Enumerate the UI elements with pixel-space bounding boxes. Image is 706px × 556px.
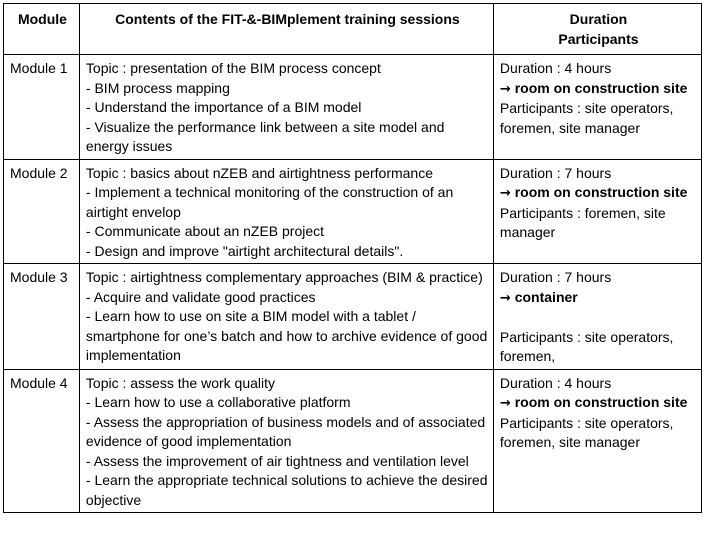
content-item: - Assess the appropriation of business models and of associated evidence of good implementation bbox=[85, 413, 486, 449]
header-contents-label: Contents of the FIT-&-BIMplement training sessions bbox=[115, 11, 460, 27]
content-item: - BIM process mapping bbox=[85, 79, 230, 96]
training-sessions-table bbox=[3, 3, 702, 513]
module-cell bbox=[4, 159, 80, 264]
header-contents bbox=[79, 4, 493, 55]
spacer bbox=[500, 308, 697, 328]
location-text: room on construction site bbox=[514, 184, 688, 200]
location-line bbox=[500, 288, 697, 309]
participants-text: Participants : site operators, foremen, site manager bbox=[499, 100, 674, 136]
content-item: - Design and improve "airtight architectural details". bbox=[85, 242, 404, 259]
module-cell bbox=[4, 55, 80, 160]
participants-text: Participants : site operators, foremen, site manager bbox=[499, 414, 674, 450]
contents-cell bbox=[79, 369, 493, 513]
topic-line: Topic : presentation of the BIM process concept bbox=[85, 60, 381, 76]
duration-text: Duration : 7 hours bbox=[499, 269, 612, 285]
content-item: - Implement a technical monitoring of the construction of an airtight envelop bbox=[85, 184, 454, 220]
content-item: - Learn the appropriate technical solutions to achieve the desired objective bbox=[85, 472, 488, 508]
content-item: - Visualize the performance link between a site model and energy issues bbox=[85, 118, 445, 154]
contents-cell bbox=[79, 55, 493, 160]
header-module-label: Module bbox=[17, 11, 67, 27]
location-line bbox=[500, 393, 697, 414]
content-item: - Understand the importance of a BIM model bbox=[85, 99, 362, 115]
arrow-right-icon: → bbox=[499, 186, 511, 201]
participants-text: Participants : site operators, foremen, bbox=[499, 328, 674, 364]
content-item: - Acquire and validate good practices bbox=[85, 288, 316, 305]
module-label: Module 2 bbox=[10, 164, 68, 181]
location-line bbox=[500, 183, 697, 204]
module-label: Module 4 bbox=[10, 374, 68, 391]
content-item: - Learn how to use on site a BIM model with a tablet / smartphone for one’s batch and how to archive evidence of good implementation bbox=[85, 308, 488, 363]
header-module bbox=[4, 4, 80, 55]
module-cell bbox=[4, 264, 80, 370]
content-item: - Learn how to use a collaborative platform bbox=[85, 394, 351, 410]
duration-cell bbox=[493, 55, 701, 160]
contents-cell bbox=[79, 159, 493, 264]
table-row bbox=[4, 55, 702, 160]
module-label: Module 3 bbox=[10, 269, 68, 285]
content-item: - Communicate about an nZEB project bbox=[85, 223, 325, 239]
location-text: container bbox=[514, 288, 578, 305]
module-label: Module 1 bbox=[10, 60, 68, 76]
contents-cell bbox=[79, 264, 493, 370]
arrow-right-icon: → bbox=[499, 81, 511, 97]
header-duration-participants bbox=[493, 4, 701, 55]
duration-cell bbox=[493, 159, 701, 264]
module-cell bbox=[4, 369, 80, 513]
duration-cell bbox=[493, 264, 701, 370]
table-row bbox=[4, 264, 702, 370]
location-text: room on construction site bbox=[514, 79, 688, 96]
topic-line: Topic : basics about nZEB and airtightness performance bbox=[85, 164, 433, 181]
content-item: - Assess the improvement of air tightness and ventilation level bbox=[85, 452, 469, 469]
table-row bbox=[4, 159, 702, 264]
duration-text: Duration : 4 hours bbox=[499, 60, 612, 76]
duration-text: Duration : 4 hours bbox=[499, 374, 612, 391]
duration-cell bbox=[493, 369, 701, 513]
participants-text: Participants : foremen, site manager bbox=[499, 204, 666, 240]
duration-text: Duration : 7 hours bbox=[499, 164, 612, 181]
topic-line: Topic : assess the work quality bbox=[85, 374, 276, 391]
topic-line: Topic : airtightness complementary approaches (BIM & practice) bbox=[85, 269, 483, 285]
table-header-row bbox=[4, 4, 702, 55]
arrow-right-icon: → bbox=[499, 290, 511, 306]
header-duration-label: Duration bbox=[569, 11, 628, 27]
location-text: room on construction site bbox=[514, 394, 688, 410]
header-participants-label: Participants bbox=[558, 30, 639, 47]
arrow-right-icon: → bbox=[499, 396, 511, 411]
location-line bbox=[500, 79, 697, 100]
table-row bbox=[4, 369, 702, 513]
